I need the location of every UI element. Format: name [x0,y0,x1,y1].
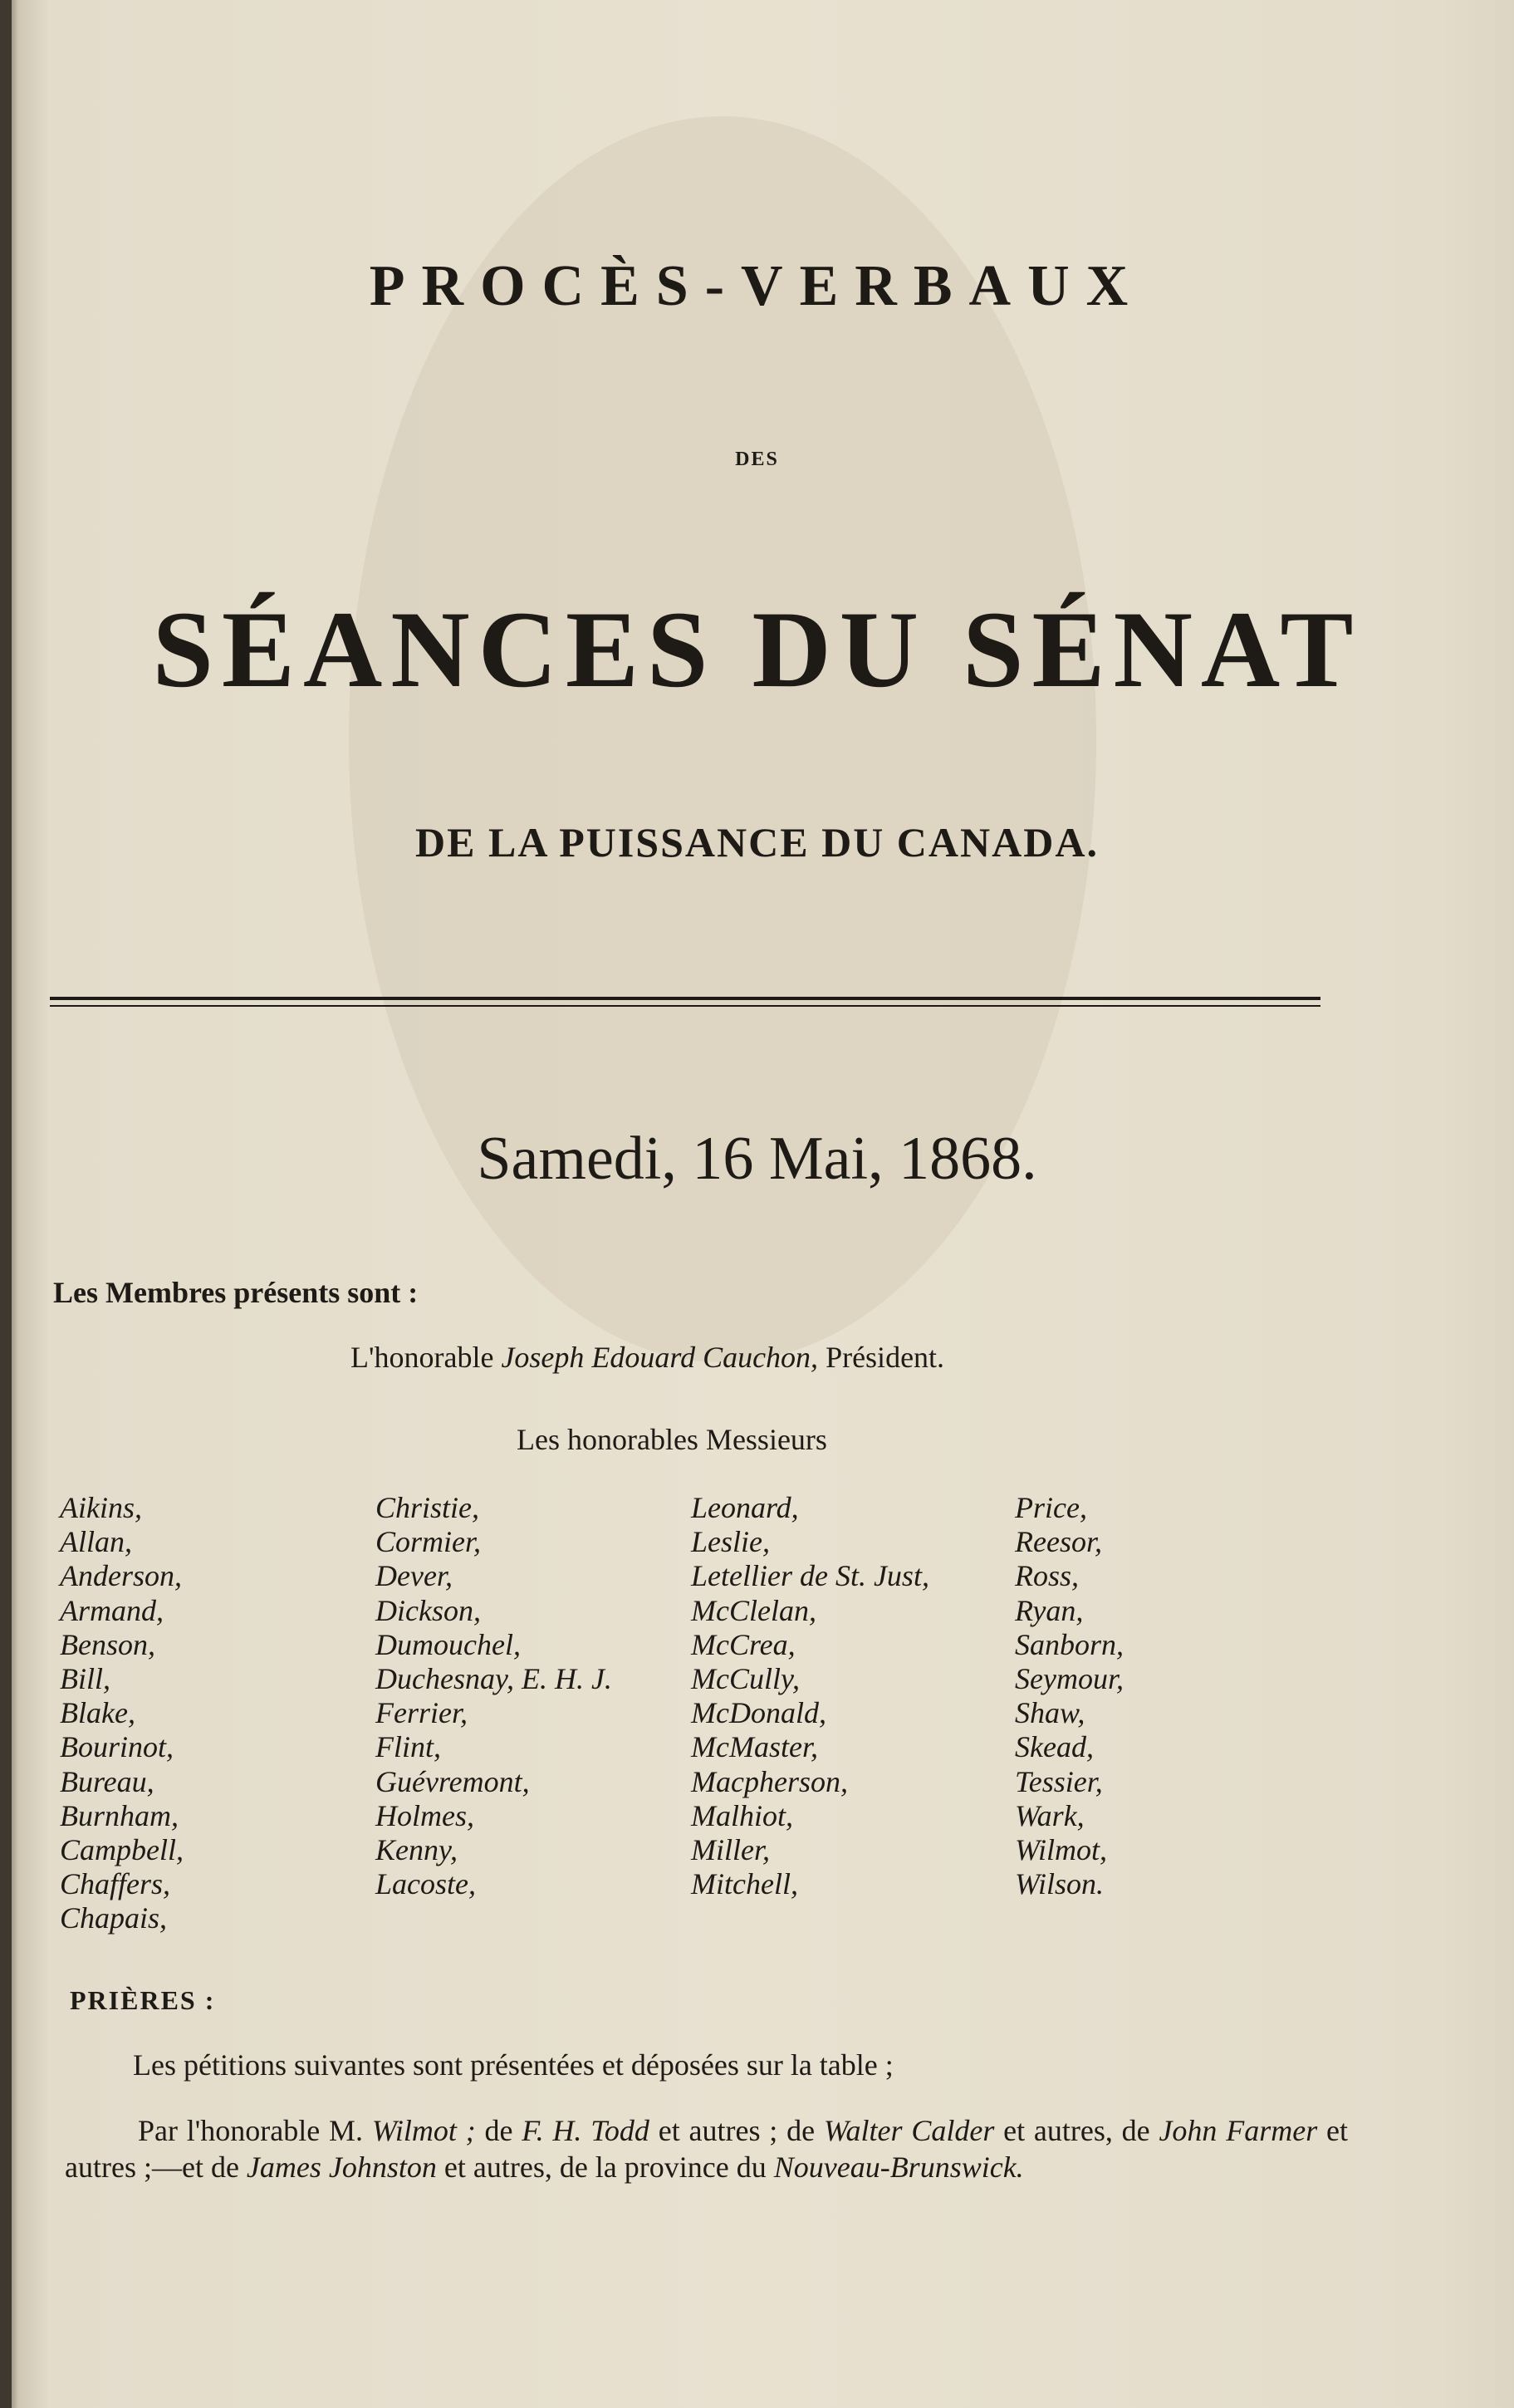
member-name: McDonald, [691,1696,826,1730]
member-name: Bureau, [60,1764,154,1798]
members-column-3 [691,1491,929,1901]
members-column-2 [375,1491,612,1901]
book-binding-edge [0,0,12,2408]
member-name: Holmes, [375,1798,474,1832]
member-name: Cormier, [375,1525,482,1559]
para-name: Wilmot ; [371,2114,476,2147]
member-name: Christie, [375,1491,480,1524]
member-name: Sanborn, [1015,1627,1124,1661]
member-name: Burnham, [60,1798,179,1832]
member-name: Letellier de St. Just, [691,1559,929,1593]
para-name: John Farmer [1159,2114,1318,2147]
member-name: Ryan, [1015,1593,1084,1627]
petitions-intro: Les pétitions suivantes sont présentées et déposées sur la table ; [133,2048,894,2082]
member-name: Shaw, [1015,1696,1085,1730]
president-title: Président. [826,1341,945,1374]
member-name: Seymour, [1015,1662,1124,1696]
member-name: Armand, [60,1593,164,1627]
prayers-heading: PRIÈRES : [70,1985,216,2015]
title-proces-verbaux: PROCÈS-VERBAUX [369,254,1145,318]
members-column-1 [60,1491,184,1936]
member-name: McMaster, [691,1730,818,1764]
petitions-paragraph [65,2112,1348,2185]
para-name: Walter Calder [823,2114,995,2147]
member-name: Mitchell, [691,1867,798,1901]
member-name: Dickson, [375,1593,481,1627]
member-name: Duchesnay, E. H. J. [375,1662,612,1696]
member-name: Chapais, [60,1901,168,1935]
member-name: Leslie, [691,1525,770,1559]
member-name: Kenny, [375,1833,458,1867]
session-date: Samedi, 16 Mai, 1868. [477,1125,1037,1193]
member-name: Leonard, [691,1491,799,1524]
title-des: DES [735,449,779,470]
double-rule-bottom [50,1005,1320,1007]
member-name: Chaffers, [60,1867,171,1901]
member-name: Ross, [1015,1559,1080,1593]
member-name: Dever, [375,1559,453,1593]
member-name: Bourinot, [60,1730,174,1764]
member-name: Flint, [375,1730,441,1764]
member-name: Campbell, [60,1833,184,1867]
member-name: Benson, [60,1627,155,1661]
member-name: McCully, [691,1662,800,1696]
member-name: McClelan, [691,1593,816,1627]
member-name: Ferrier, [375,1696,468,1730]
member-name: Wilmot, [1015,1833,1108,1867]
member-name: Price, [1015,1491,1087,1524]
president-prefix: L'honorable [350,1341,494,1374]
member-name: Malhiot, [691,1798,793,1832]
para-name: James Johnston [246,2151,437,2184]
member-name: Lacoste, [375,1867,476,1901]
para-text: de [475,2114,522,2147]
member-name: McCrea, [691,1627,796,1661]
member-name: Miller, [691,1833,770,1867]
para-text: et autres, de [994,2114,1159,2147]
member-name: Tessier, [1015,1764,1103,1798]
para-text: et autres ; de [649,2114,824,2147]
double-rule-top [50,997,1320,1000]
title-puissance-du-canada: DE LA PUISSANCE DU CANADA. [415,819,1099,866]
president-line [350,1340,944,1375]
title-seances-du-senat: SÉANCES DU SÉNAT [152,588,1362,710]
member-name: Anderson, [60,1559,182,1593]
member-name: Allan, [60,1525,132,1559]
member-name: Aikins, [60,1491,142,1524]
para-text: Par l'honorable M. [138,2114,364,2147]
honorables-label: Les honorables Messieurs [517,1423,827,1456]
member-name: Dumouchel, [375,1627,521,1661]
member-name: Bill, [60,1662,110,1696]
president-name: Joseph Edouard Cauchon, [501,1341,819,1374]
para-name: Nouveau-Brunswick. [773,2151,1024,2184]
member-name: Wark, [1015,1798,1085,1832]
member-name: Guévremont, [375,1764,530,1798]
para-text: et autres, de la province du [436,2151,774,2184]
para-name: F. H. Todd [522,2114,649,2147]
members-present-label: Les Membres présents sont : [53,1276,419,1309]
member-name: Skead, [1015,1730,1094,1764]
member-name: Macpherson, [691,1764,848,1798]
para-text: et autres ;—et de [65,2114,1348,2184]
member-name: Reesor, [1015,1525,1102,1559]
members-column-4 [1015,1491,1124,1901]
member-name: Wilson. [1015,1867,1105,1901]
member-name: Blake, [60,1696,135,1730]
